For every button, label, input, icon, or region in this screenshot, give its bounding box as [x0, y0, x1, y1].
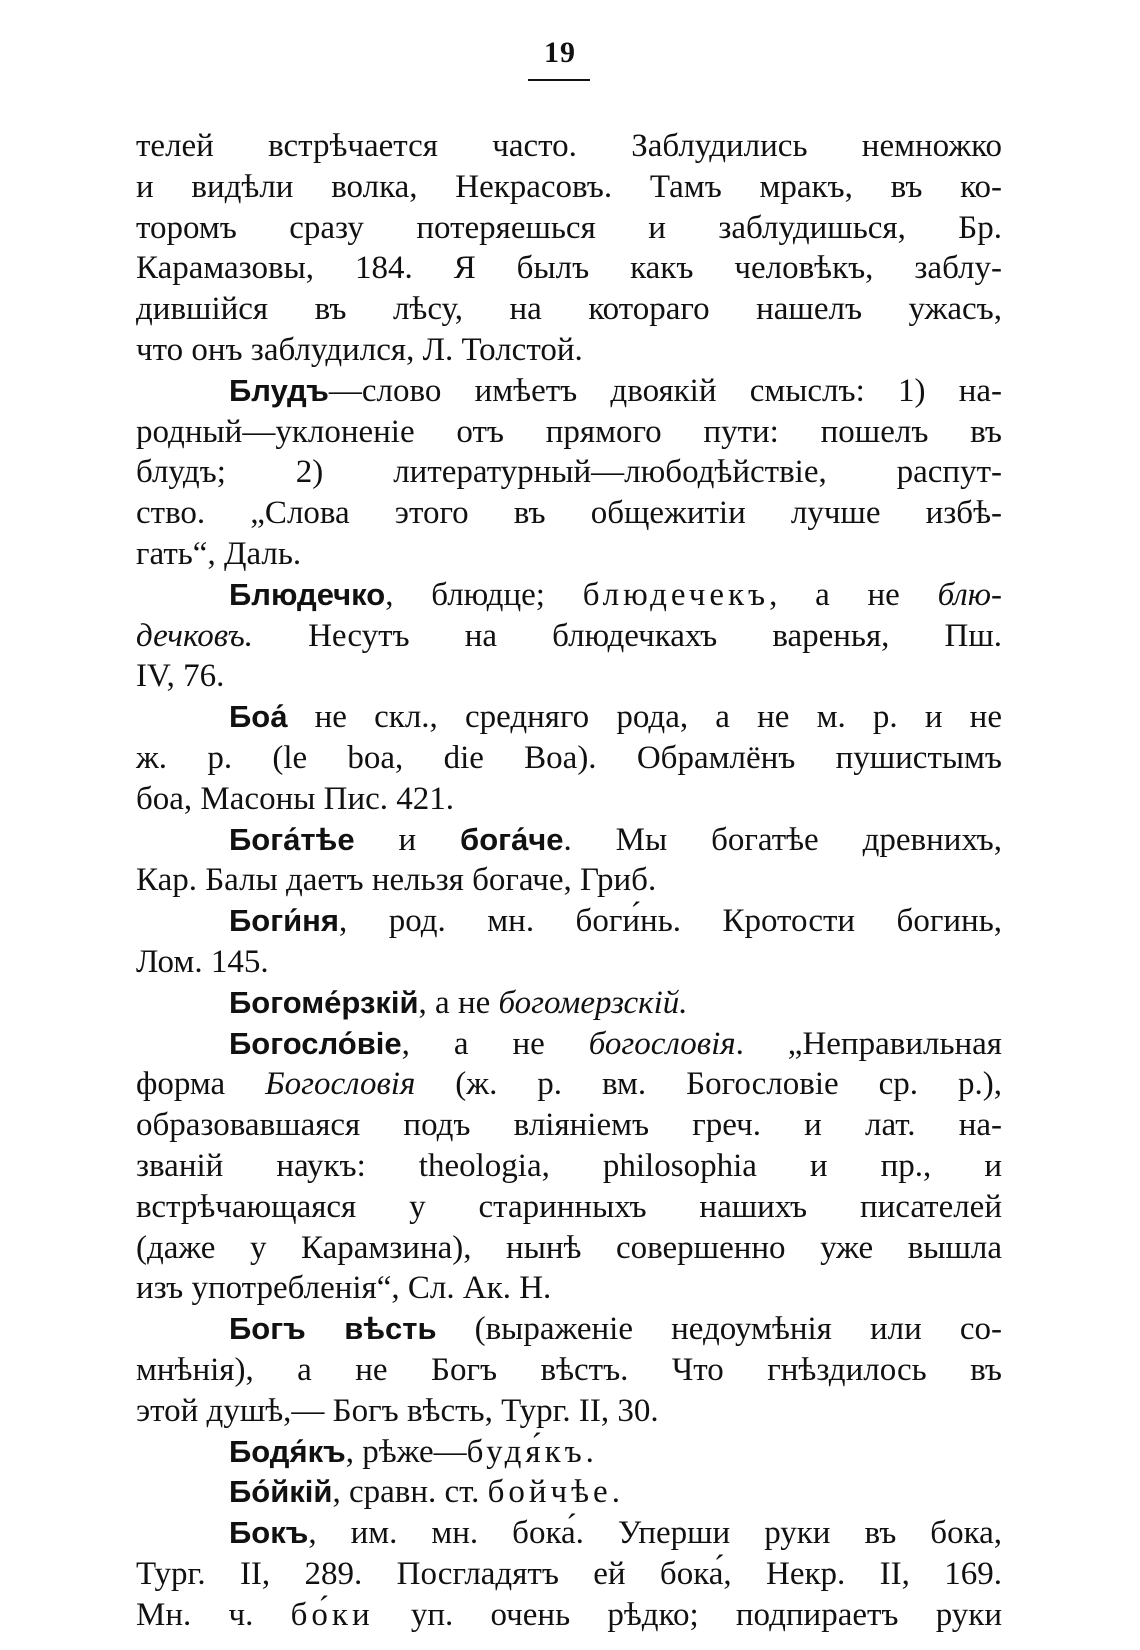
text-line — [136, 901, 1002, 942]
text-run: Лом. 145. — [136, 943, 269, 980]
text-run: , сравн. ст. — [332, 1474, 488, 1511]
headword: бога́че — [460, 821, 564, 857]
text-run: . „Неправильная — [735, 1025, 1002, 1062]
spaced-form: бо́ки — [290, 1596, 374, 1633]
text-run: , а не — [401, 1025, 589, 1062]
text-run: ство. „Слова этого въ общежитіи лучше избѣ- — [136, 495, 1002, 532]
text-run: , род. мн. боги́нь. Кротости богинь, — [339, 903, 1002, 940]
spaced-form: бойчѣе. — [487, 1474, 624, 1511]
text-run: и видѣли волка, Некрасовъ. Тамъ мракъ, въ ко- — [136, 168, 1002, 205]
text-line — [136, 1350, 1002, 1391]
text-line — [136, 1309, 1002, 1350]
text-run: блудъ; 2) литературный—любодѣйствіе, распут- — [136, 454, 1002, 491]
text-run: встрѣчающаяся у старинныхъ нашихъ писателей — [136, 1188, 1002, 1225]
dictionary-text — [136, 126, 1002, 1635]
text-line — [136, 1432, 1002, 1473]
text-run: званій наукъ: theologia, philosophia и пр., и — [136, 1147, 1002, 1184]
text-run: форма — [136, 1066, 266, 1103]
italic-form: дечковъ. — [136, 617, 253, 654]
text-line — [136, 330, 1002, 371]
spaced-form: будя́къ. — [466, 1433, 598, 1470]
text-line — [136, 1391, 1002, 1432]
text-line — [136, 697, 1002, 738]
headword: Блудъ — [229, 372, 329, 408]
headword: Богъ вѣсть — [229, 1311, 437, 1347]
text-run: Кар. Балы даетъ нельзя богаче, Гриб. — [136, 862, 657, 899]
text-run: телей встрѣчается часто. Заблудились немножко — [136, 128, 1002, 164]
text-line — [136, 1024, 1002, 1065]
text-run: не скл., средняго рода, а не м. р. и не — [287, 699, 1002, 736]
page-number-rule — [528, 79, 590, 81]
text-line — [136, 493, 1002, 534]
text-run: Карамазовы, 184. Я былъ какъ человѣкъ, заблу- — [136, 250, 1002, 287]
text-line — [136, 167, 1002, 208]
text-run: мнѣнія), а не Богъ вѣстъ. Что гнѣздилось въ — [136, 1351, 1002, 1388]
headword: Боги́ня — [229, 903, 339, 939]
spaced-form: блюдечекъ — [582, 576, 770, 613]
text-run: Тург. II, 289. Посгладятъ ей бока́, Некр. II, 169. — [136, 1555, 1002, 1592]
text-line — [136, 983, 1002, 1024]
text-line — [136, 126, 1002, 167]
text-run: (ж. р. вм. Богословіе ср. р.), — [415, 1066, 1002, 1103]
text-line — [136, 412, 1002, 453]
text-line — [136, 820, 1002, 861]
text-line — [136, 1187, 1002, 1228]
headword: Бо́йкій — [229, 1474, 333, 1510]
text-line — [136, 208, 1002, 249]
text-run: , блюдце; — [385, 576, 583, 613]
headword: Бокъ — [229, 1515, 309, 1551]
text-run: , им. мн. бока́. Уперши руки въ бока, — [308, 1515, 1002, 1552]
text-line — [136, 371, 1002, 412]
text-line — [136, 1513, 1002, 1554]
text-line — [136, 860, 1002, 901]
text-line — [136, 616, 1002, 657]
headword: Бога́тѣе — [229, 821, 355, 857]
text-run: образовавшаяся подъ вліяніемъ греч. и лат. на- — [136, 1107, 1002, 1144]
italic-form: богословія — [588, 1025, 736, 1062]
text-line — [136, 248, 1002, 289]
text-run: этой душѣ,— Богъ вѣсть, Тург. II, 30. — [136, 1392, 659, 1429]
page-number: 19 — [544, 36, 576, 69]
text-line — [136, 575, 1002, 616]
text-run: торомъ сразу потеряешься и заблудишься, Бр. — [136, 209, 1002, 246]
italic-form: блю- — [937, 576, 1002, 613]
text-run: (выраженіе недоумѣнія или со- — [436, 1311, 1002, 1348]
headword: Боа́ — [229, 699, 288, 735]
text-line — [136, 452, 1002, 493]
text-run: гать“, Даль. — [136, 535, 302, 572]
headword: Блюдечко — [229, 576, 386, 612]
text-run: , а не — [418, 984, 499, 1021]
text-run: дившійся въ лѣсу, на котораго нашелъ ужасъ, — [136, 291, 1002, 328]
text-line — [136, 1105, 1002, 1146]
text-line — [136, 1268, 1002, 1309]
text-run: Несутъ на блюдечкахъ варенья, Пш. — [253, 617, 1002, 654]
text-line — [136, 1146, 1002, 1187]
italic-form: богомерзскій. — [498, 984, 688, 1021]
text-run: родный—уклоненіе отъ прямого пути: пошелъ въ — [136, 413, 1002, 450]
text-run: IV, 76. — [136, 658, 225, 695]
text-line — [136, 779, 1002, 820]
text-run: изъ употребленія“, Сл. Ак. Н. — [136, 1270, 552, 1307]
text-run: и — [354, 821, 461, 858]
text-run: что онъ заблудился, Л. Толстой. — [136, 331, 583, 368]
text-run: боа, Масоны Пис. 421. — [136, 780, 455, 817]
text-line — [136, 656, 1002, 697]
text-line — [136, 738, 1002, 779]
headword: Богоме́рзкій — [229, 984, 419, 1020]
text-line — [136, 1472, 1002, 1513]
text-run: , рѣже— — [345, 1433, 467, 1470]
text-run: ж. р. (le boa, die Boa). Обрамлёнъ пушистымъ — [136, 739, 1002, 776]
text-run: . Мы богатѣе древнихъ, — [563, 821, 1002, 858]
text-run: Мн. ч. — [136, 1596, 291, 1633]
text-run: —слово имѣетъ двоякій смыслъ: 1) на- — [328, 372, 1002, 409]
text-run: уп. очень рѣдко; подпираетъ руки — [373, 1596, 1002, 1633]
italic-form: Богословія — [265, 1066, 416, 1103]
headword: Бодя́къ — [229, 1433, 346, 1469]
text-line — [136, 942, 1002, 983]
text-line — [136, 1554, 1002, 1595]
text-run: , а не — [769, 576, 938, 613]
text-line — [136, 534, 1002, 575]
text-run: (даже у Карамзина), нынѣ совершенно уже вышла — [136, 1229, 1002, 1266]
text-line — [136, 1595, 1002, 1636]
text-line — [136, 289, 1002, 330]
text-line — [136, 1228, 1002, 1269]
text-line — [136, 1064, 1002, 1105]
headword: Богосло́віе — [229, 1025, 402, 1061]
